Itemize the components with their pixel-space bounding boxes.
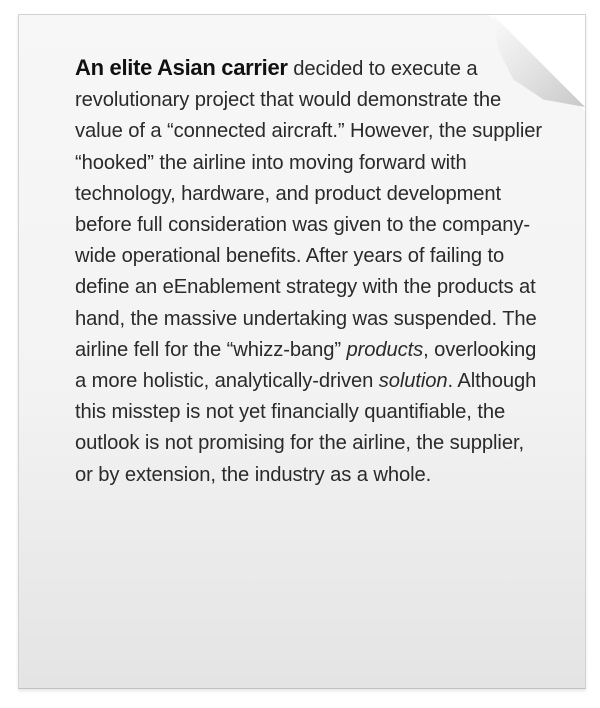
emphasis-solution: solution	[378, 370, 448, 393]
article-paragraph	[75, 52, 545, 491]
body-text-1: decided to execute a revolutionary project that would demonstrate the value of a “connected aircraft.” However, the supplier “hooked” the airline into moving forward with technology, hardware, and product development before full consideration was given to the company-wide operational benefits. After years of failing to define an eEnablement strategy with the products at hand, the massive undertaking was suspended. The airline fell for the “whizz-bang”	[75, 58, 543, 361]
emphasis-products: products	[346, 338, 424, 361]
body-text-2: , overlooking a more holistic, analytically-driven	[75, 338, 537, 393]
lead-heading: An elite Asian carrier	[75, 55, 288, 80]
body-text-3: . Although this misstep is not yet financially quantifiable, the outlook is not promising for the airline, the supplier, or by extension, the industry as a whole.	[75, 370, 537, 486]
